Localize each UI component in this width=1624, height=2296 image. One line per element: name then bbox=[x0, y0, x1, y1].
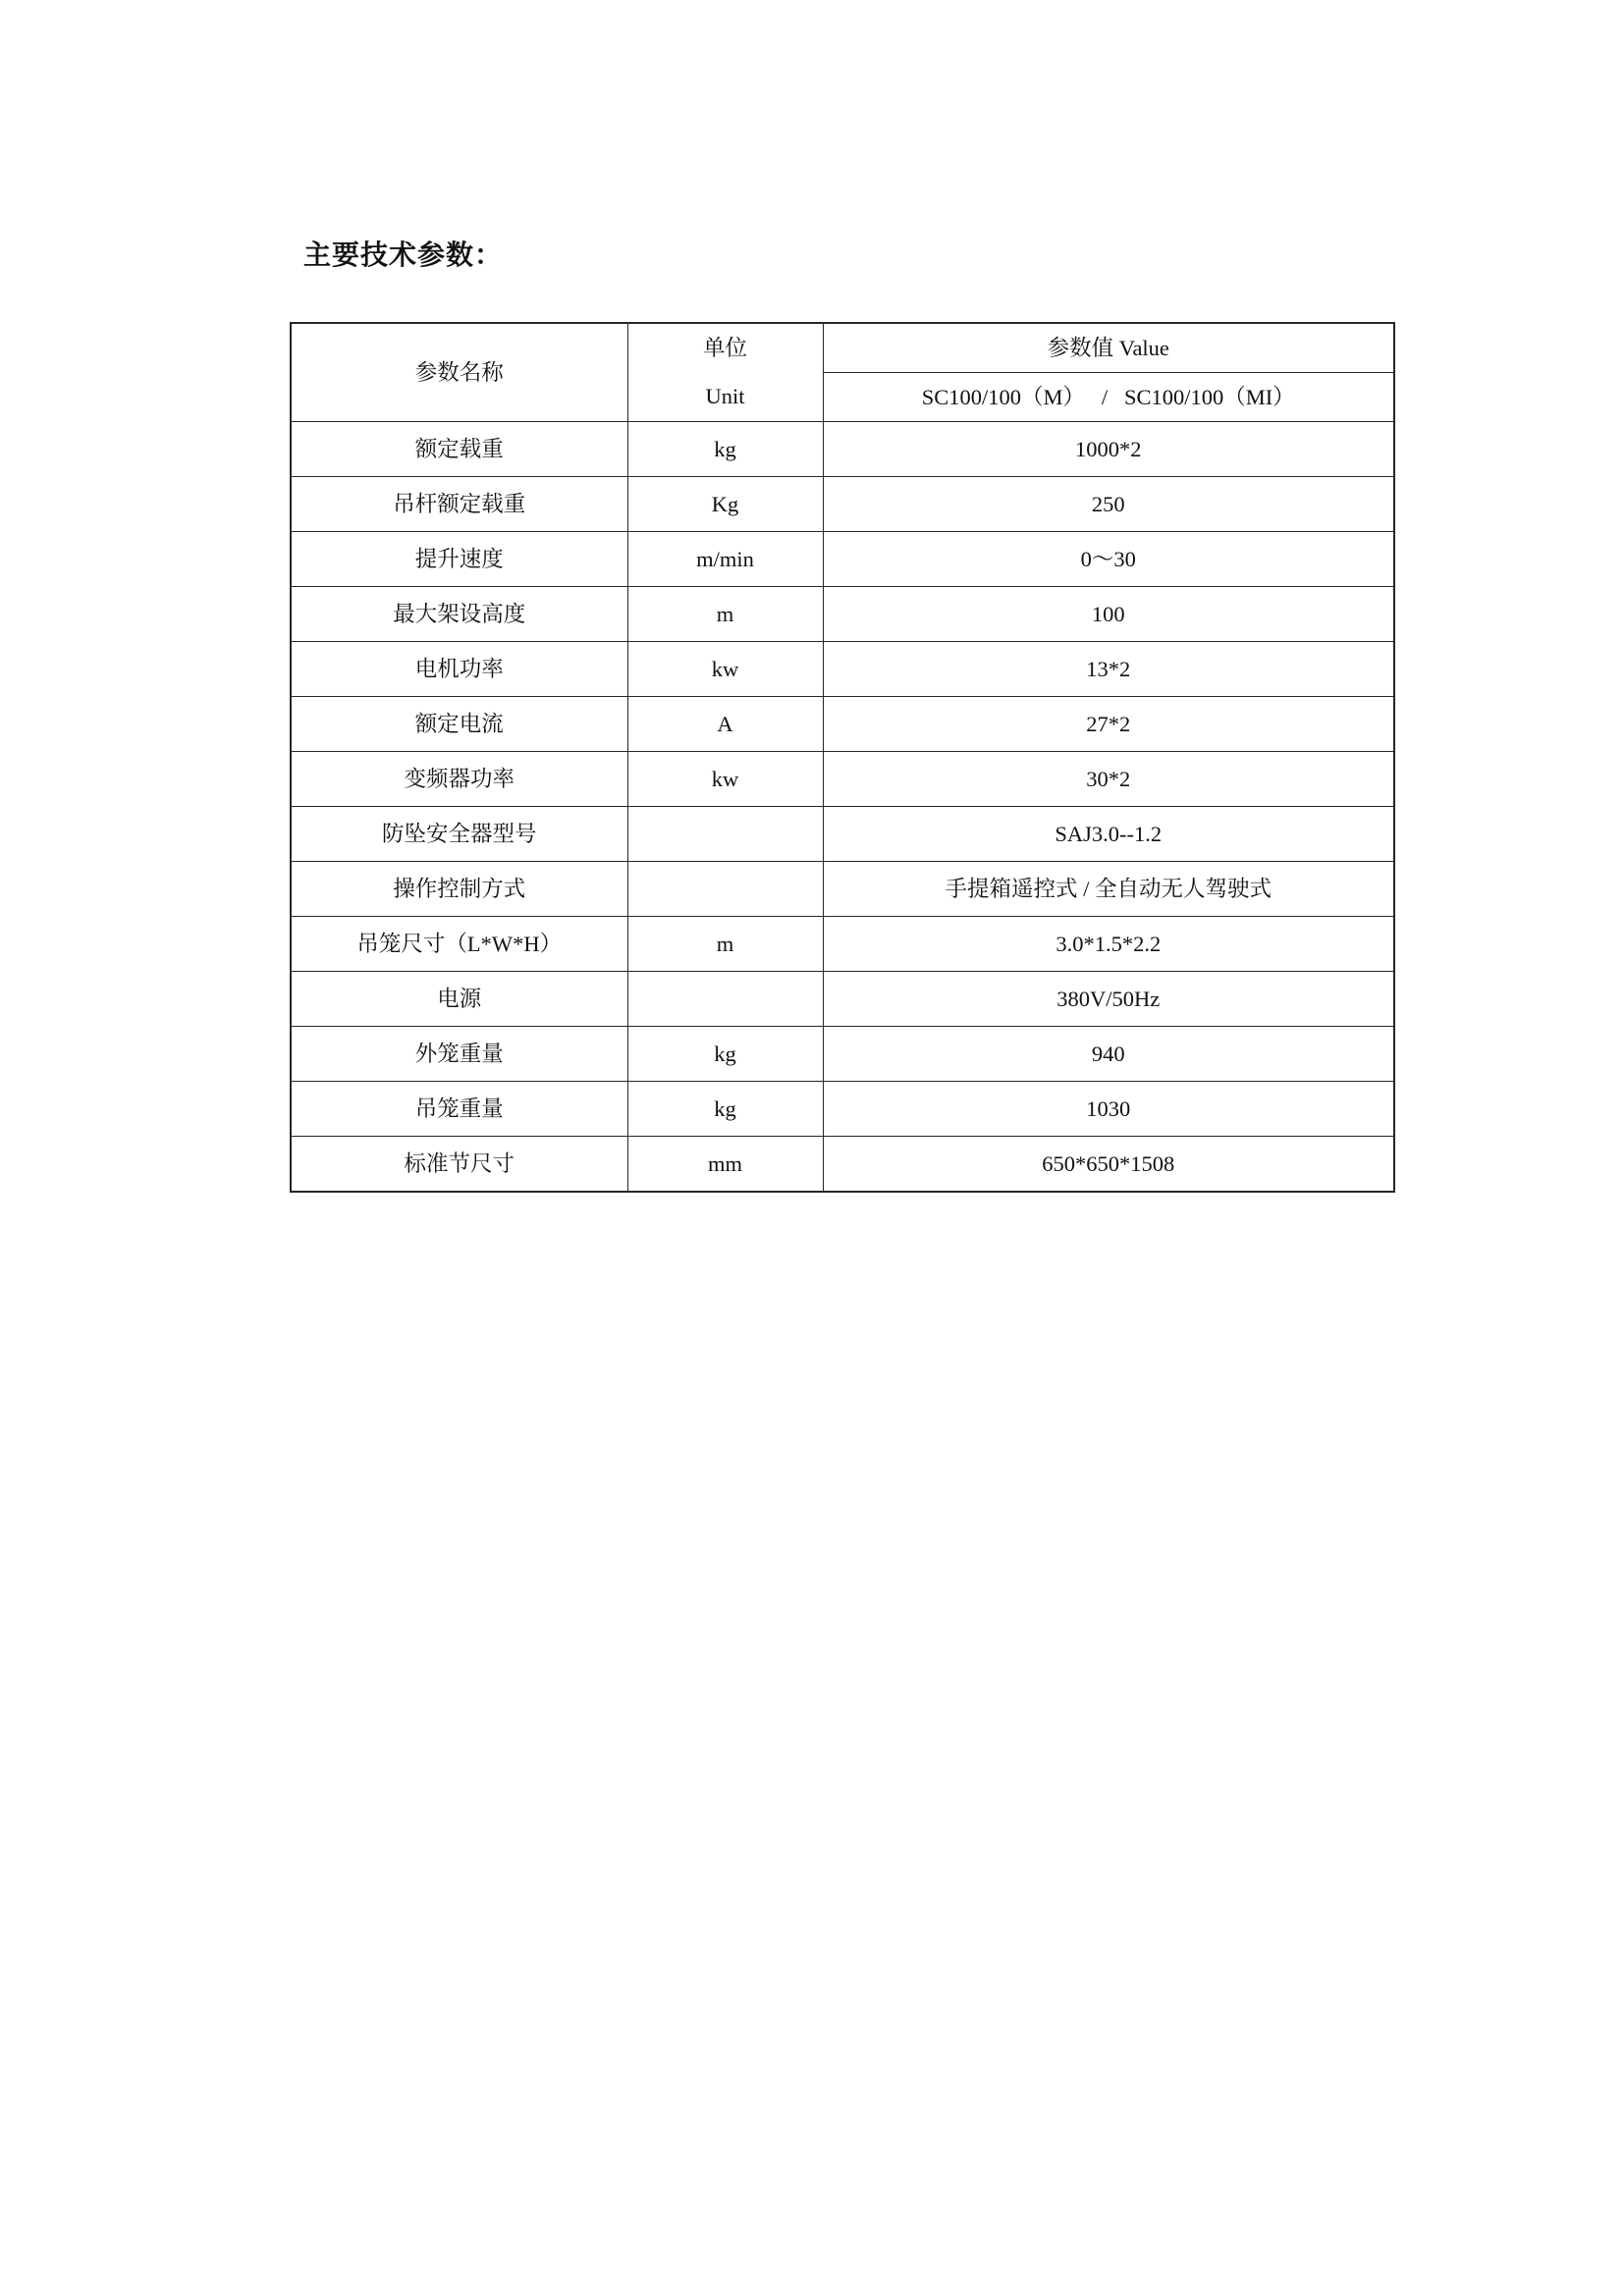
param-row bbox=[291, 751, 1394, 806]
unit-cell: A bbox=[627, 696, 823, 751]
value-cell: 3.0*1.5*2.2 bbox=[823, 916, 1394, 971]
value-cell: 13*2 bbox=[823, 641, 1394, 696]
param-row bbox=[291, 861, 1394, 916]
value-cell: 0～30 bbox=[823, 531, 1394, 586]
value-cell: SAJ3.0--1.2 bbox=[823, 806, 1394, 861]
header-model-variants: SC100/100（M） / SC100/100（MI） bbox=[823, 372, 1394, 421]
unit-cell: kg bbox=[627, 421, 823, 476]
unit-cell: m bbox=[627, 916, 823, 971]
param-name-cell: 标准节尺寸 bbox=[291, 1136, 627, 1192]
param-name-cell: 操作控制方式 bbox=[291, 861, 627, 916]
param-row bbox=[291, 696, 1394, 751]
value-cell: 27*2 bbox=[823, 696, 1394, 751]
param-name-cell: 变频器功率 bbox=[291, 751, 627, 806]
unit-cell bbox=[627, 861, 823, 916]
unit-cell: kg bbox=[627, 1081, 823, 1136]
unit-cell bbox=[627, 806, 823, 861]
unit-cell: kw bbox=[627, 641, 823, 696]
header-param-name: 参数名称 bbox=[291, 323, 627, 421]
value-cell: 1030 bbox=[823, 1081, 1394, 1136]
param-row bbox=[291, 1136, 1394, 1192]
param-name-cell: 提升速度 bbox=[291, 531, 627, 586]
param-row bbox=[291, 641, 1394, 696]
param-row bbox=[291, 531, 1394, 586]
param-name-cell: 防坠安全器型号 bbox=[291, 806, 627, 861]
param-name-cell: 额定电流 bbox=[291, 696, 627, 751]
param-name-cell: 电源 bbox=[291, 971, 627, 1026]
unit-cell: kw bbox=[627, 751, 823, 806]
param-name-cell: 吊杆额定载重 bbox=[291, 476, 627, 531]
param-row bbox=[291, 1081, 1394, 1136]
value-cell: 100 bbox=[823, 586, 1394, 641]
value-cell: 手提箱遥控式 / 全自动无人驾驶式 bbox=[823, 861, 1394, 916]
header-unit bbox=[627, 323, 823, 421]
value-cell: 650*650*1508 bbox=[823, 1136, 1394, 1192]
header-row-top bbox=[291, 323, 1394, 372]
value-cell: 940 bbox=[823, 1026, 1394, 1081]
param-row bbox=[291, 971, 1394, 1026]
param-name-cell: 电机功率 bbox=[291, 641, 627, 696]
param-name-cell: 最大架设高度 bbox=[291, 586, 627, 641]
param-name-cell: 额定载重 bbox=[291, 421, 627, 476]
unit-cell: kg bbox=[627, 1026, 823, 1081]
param-row bbox=[291, 1026, 1394, 1081]
value-cell: 250 bbox=[823, 476, 1394, 531]
param-row bbox=[291, 476, 1394, 531]
params-table-body bbox=[291, 421, 1394, 1192]
header-unit-stack bbox=[628, 324, 823, 421]
value-cell: 30*2 bbox=[823, 751, 1394, 806]
unit-cell: m bbox=[627, 586, 823, 641]
unit-cell: m/min bbox=[627, 531, 823, 586]
param-name-cell: 吊笼尺寸（L*W*H） bbox=[291, 916, 627, 971]
unit-cell: mm bbox=[627, 1136, 823, 1192]
header-unit-line2: Unit bbox=[705, 384, 745, 409]
value-cell: 1000*2 bbox=[823, 421, 1394, 476]
header-unit-line1: 单位 bbox=[702, 336, 747, 361]
param-row bbox=[291, 586, 1394, 641]
param-row bbox=[291, 916, 1394, 971]
param-row bbox=[291, 421, 1394, 476]
param-name-cell: 吊笼重量 bbox=[291, 1081, 627, 1136]
tech-params-table bbox=[290, 322, 1395, 1193]
unit-cell: Kg bbox=[627, 476, 823, 531]
param-row bbox=[291, 806, 1394, 861]
value-cell: 380V/50Hz bbox=[823, 971, 1394, 1026]
unit-cell bbox=[627, 971, 823, 1026]
param-name-cell: 外笼重量 bbox=[291, 1026, 627, 1081]
page-title: 主要技术参数： bbox=[303, 240, 504, 271]
header-value-label: 参数值 Value bbox=[823, 323, 1394, 372]
